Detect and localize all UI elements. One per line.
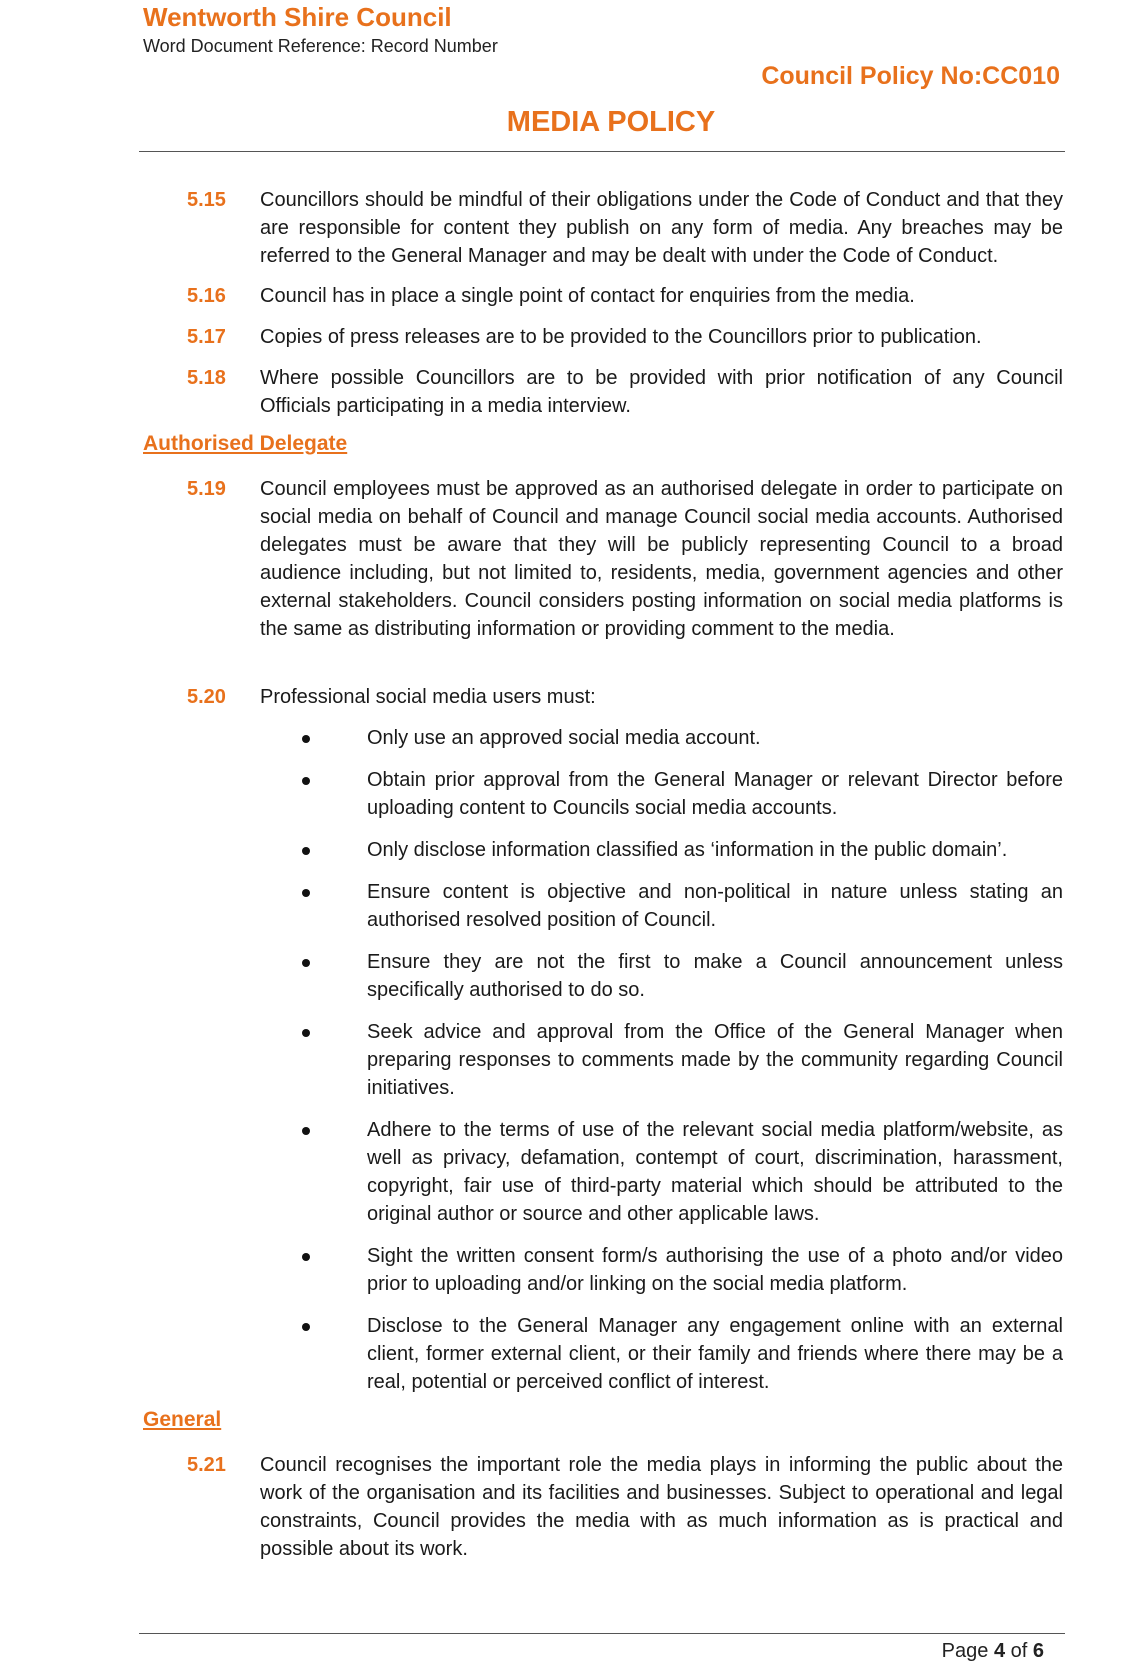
clause-5-21 xyxy=(187,1451,1063,1563)
bullet-icon xyxy=(302,1323,310,1331)
list-item: Only disclose information classified as ‘information in the public domain’. xyxy=(300,836,1063,864)
clause-5-17 xyxy=(187,323,1063,351)
clause-text: Professional social media users must: xyxy=(260,686,596,708)
clause-text: Council has in place a single point of contact for enquiries from the media. xyxy=(260,285,915,307)
clause-text: Council recognises the important role the media plays in informing the public about the work of the organisation and its facilities and businesses. Subject to operational and legal constraints, Council provides the media with as much information as is practical and possible about its work. xyxy=(260,1454,1063,1560)
bullet-icon xyxy=(302,889,310,897)
page-number: Page 4 of 6 xyxy=(941,1640,1044,1662)
clause-5-20 xyxy=(187,683,1063,711)
clause-5-15 xyxy=(187,186,1063,270)
bullet-icon xyxy=(302,1253,310,1261)
list-item: Disclose to the General Manager any engagement online with an external client, former external client, or their family and friends where there may be a real, potential or perceived conflict of interest. xyxy=(300,1312,1063,1396)
heading-general: General xyxy=(143,1408,222,1431)
footer-divider xyxy=(139,1633,1065,1634)
clause-number: 5.16 xyxy=(187,285,226,307)
list-item: Adhere to the terms of use of the relevant social media platform/website, as well as privacy, defamation, contempt of court, discrimination, harassment, copyright, fair use of third-party material which should be attributed to the original author or source and other applicable laws. xyxy=(300,1116,1063,1228)
document-reference: Word Document Reference: Record Number xyxy=(143,36,498,56)
clause-number: 5.18 xyxy=(187,367,226,389)
clause-5-19 xyxy=(187,475,1063,643)
bullet-icon xyxy=(302,959,310,967)
header-divider xyxy=(139,151,1065,152)
list-item: Seek advice and approval from the Office of the General Manager when preparing responses to comments made by the community regarding Council initiatives. xyxy=(300,1018,1063,1102)
clause-number: 5.21 xyxy=(187,1454,226,1476)
bullet-icon xyxy=(302,777,310,785)
clause-text: Council employees must be approved as an authorised delegate in order to participate on social media on behalf of Council and manage Council social media accounts. Authorised delegates must be aware that they will be publicly representing Council to a broad audience including, but not limited to, residents, media, government agencies and other external stakeholders. Council considers posting information on social media platforms is the same as distributing information or providing comment to the media. xyxy=(260,478,1063,640)
social-media-rules-list xyxy=(300,724,1063,1410)
clause-text: Where possible Councillors are to be provided with prior notification of any Council Officials participating in a media interview. xyxy=(260,367,1063,417)
organisation-name: Wentworth Shire Council xyxy=(143,2,452,32)
clause-number: 5.15 xyxy=(187,189,226,211)
heading-authorised-delegate: Authorised Delegate xyxy=(143,432,348,455)
bullet-icon xyxy=(302,1127,310,1135)
list-item: Obtain prior approval from the General Manager or relevant Director before uploading content to Councils social media accounts. xyxy=(300,766,1063,822)
policy-number: Council Policy No:CC010 xyxy=(761,62,1060,90)
bullet-icon xyxy=(302,735,310,743)
list-item: Only use an approved social media account. xyxy=(300,724,1063,752)
clause-5-16 xyxy=(187,282,1063,310)
clause-number: 5.17 xyxy=(187,326,226,348)
clause-number: 5.20 xyxy=(187,686,226,708)
clause-text: Copies of press releases are to be provided to the Councillors prior to publication. xyxy=(260,326,982,348)
list-item: Ensure content is objective and non-political in nature unless stating an authorised resolved position of Council. xyxy=(300,878,1063,934)
clause-5-18 xyxy=(187,364,1063,420)
list-item: Ensure they are not the first to make a Council announcement unless specifically authorised to do so. xyxy=(300,948,1063,1004)
bullet-icon xyxy=(302,1029,310,1037)
clause-text: Councillors should be mindful of their obligations under the Code of Conduct and that they are responsible for content they publish on any form of media. Any breaches may be referred to the General Manager and may be dealt with under the Code of Conduct. xyxy=(260,189,1063,267)
policy-title: MEDIA POLICY xyxy=(506,106,716,138)
list-item: Sight the written consent form/s authorising the use of a photo and/or video prior to uploading and/or linking on the social media platform. xyxy=(300,1242,1063,1298)
bullet-icon xyxy=(302,847,310,855)
clause-number: 5.19 xyxy=(187,478,226,500)
